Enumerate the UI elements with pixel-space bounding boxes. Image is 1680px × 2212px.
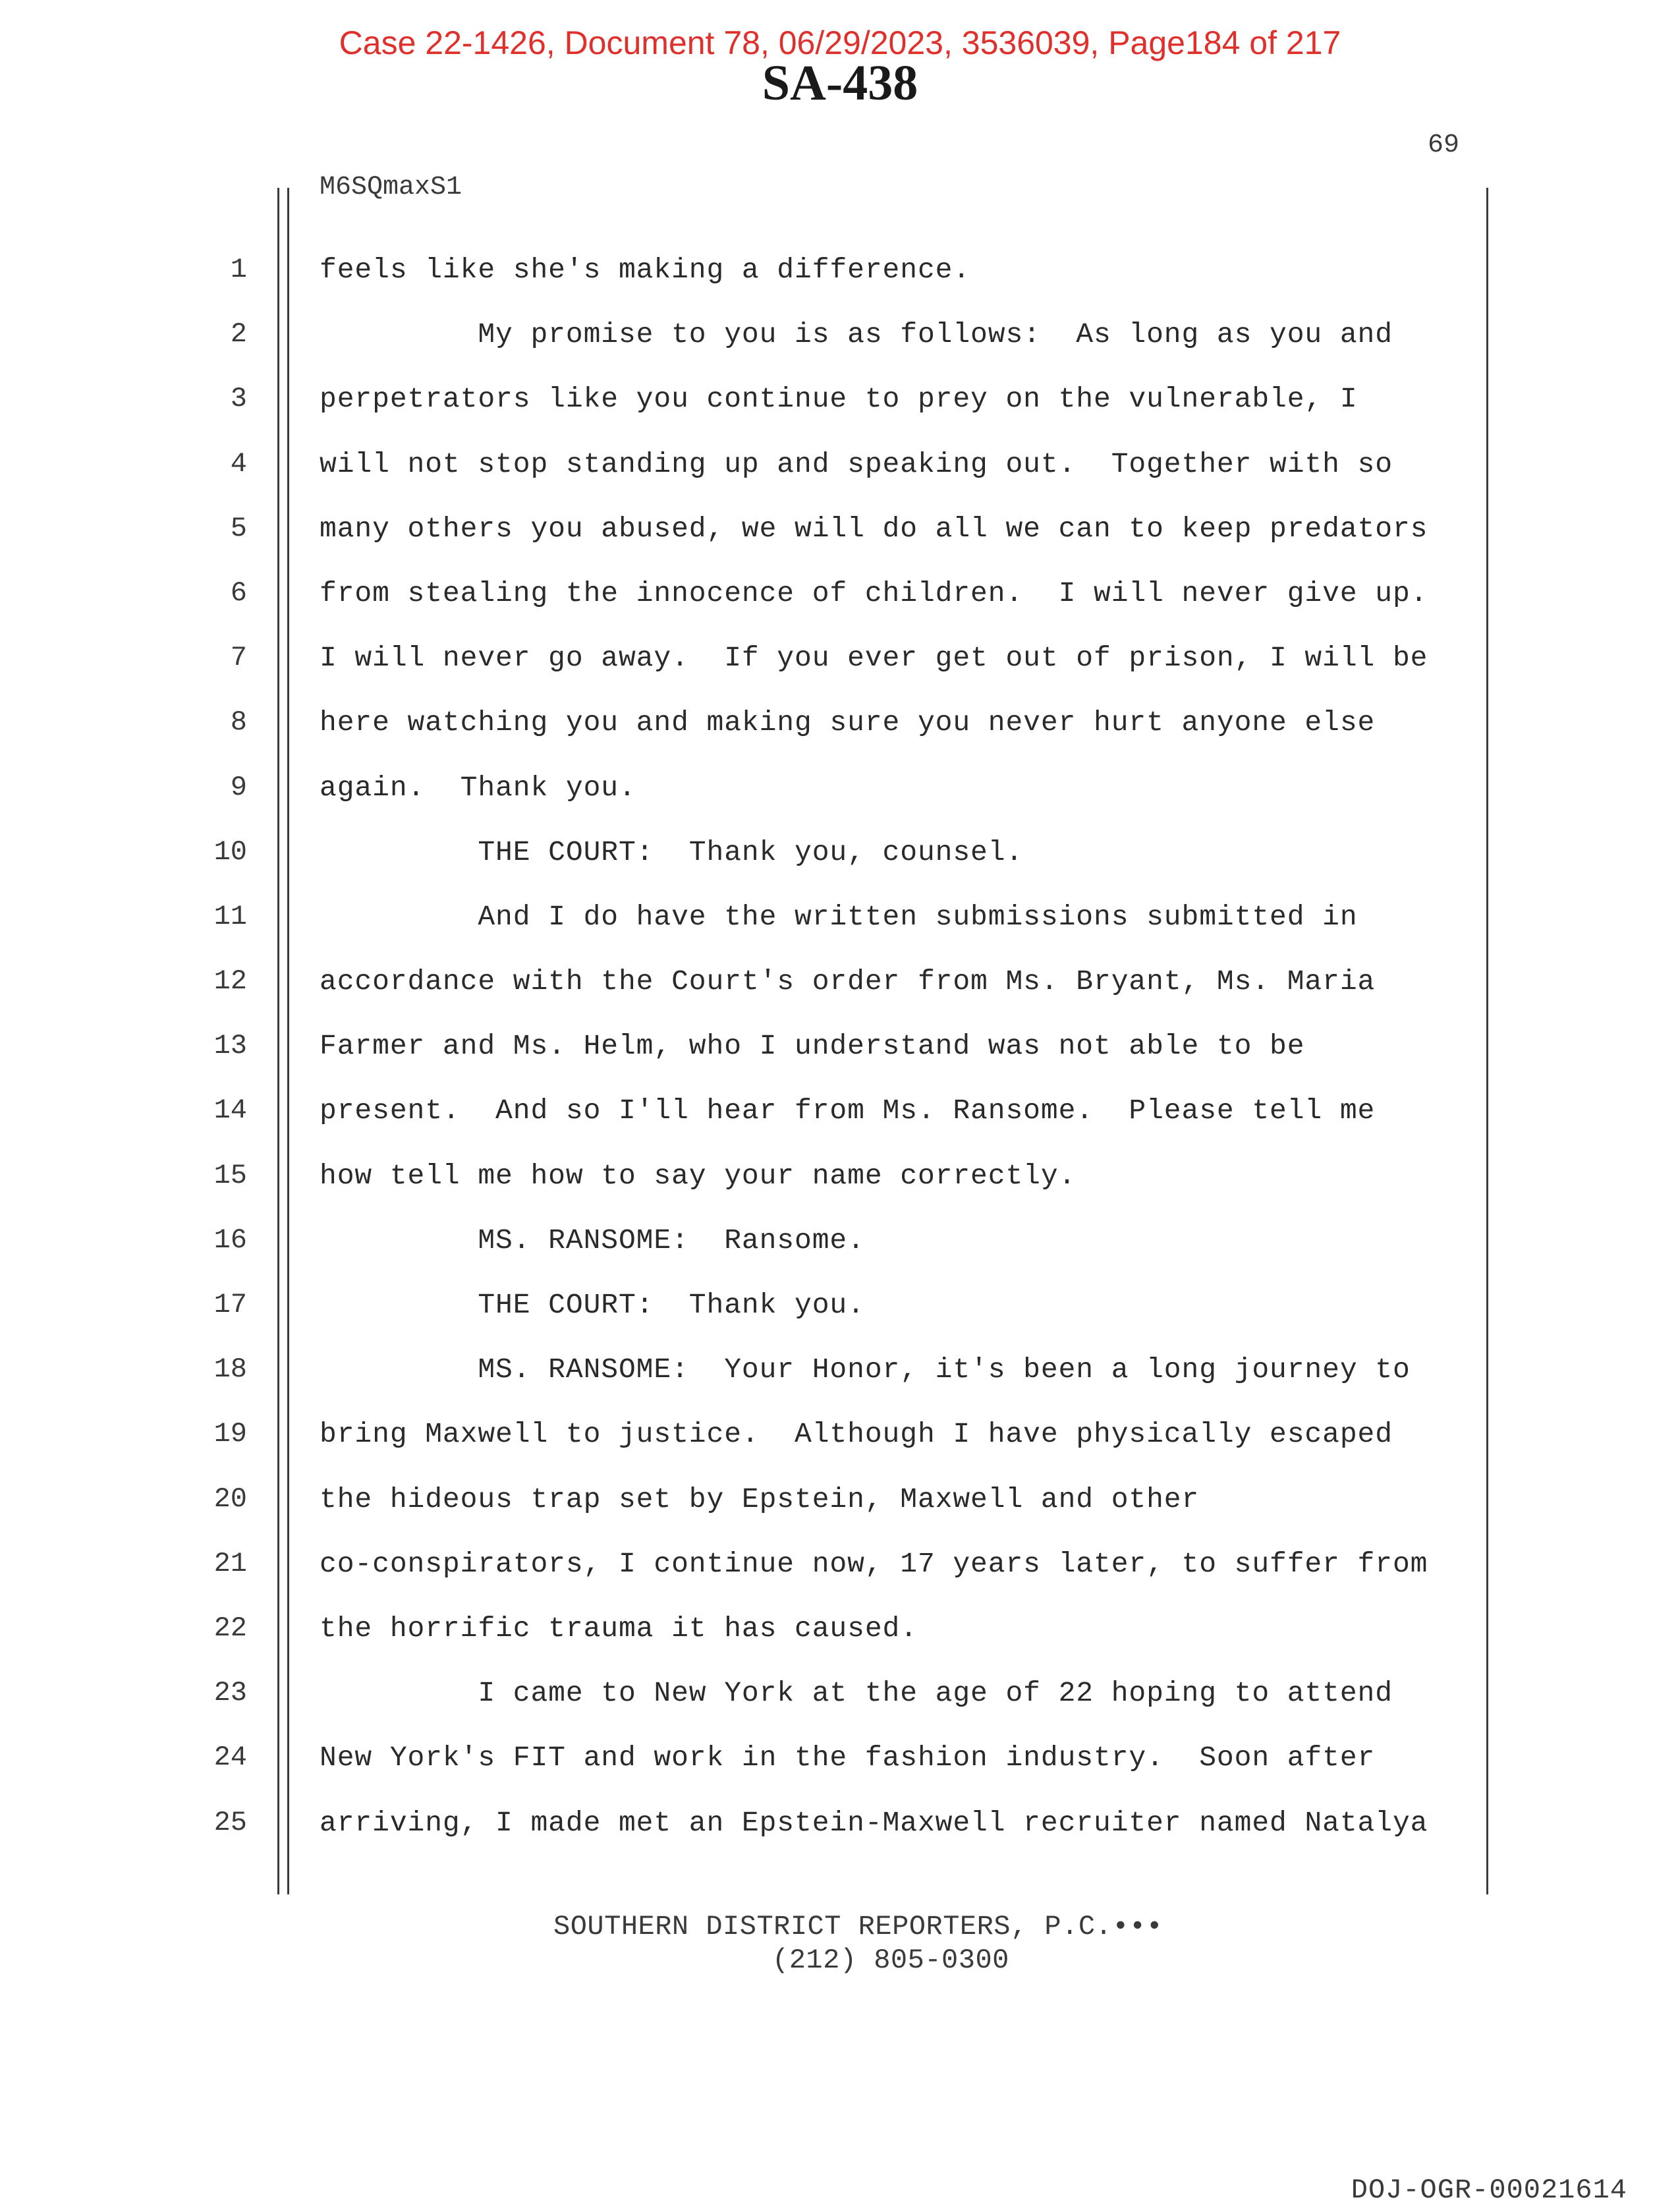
transcript-line [0, 1289, 1680, 1353]
line-number: 24 [213, 1742, 247, 1774]
line-number: 22 [213, 1612, 247, 1644]
sa-number: SA-438 [762, 55, 918, 111]
line-number: 3 [230, 383, 247, 415]
line-text: the horrific trauma it has caused. [320, 1612, 918, 1645]
line-text: the hideous trap set by Epstein, Maxwell and other [320, 1483, 1200, 1516]
transcript-line [0, 383, 1680, 447]
transcript-line [0, 1094, 1680, 1159]
transcript-line [0, 1807, 1680, 1871]
transcript-line [0, 1677, 1680, 1742]
transcript-line [0, 1483, 1680, 1548]
line-text: THE COURT: Thank you, counsel. [320, 836, 1024, 868]
line-text: I will never go away. If you ever get out of prison, I will be [320, 642, 1428, 675]
line-number: 13 [213, 1030, 247, 1062]
transcript-line [0, 642, 1680, 706]
transcript-line [0, 318, 1680, 383]
line-text: THE COURT: Thank you. [320, 1289, 865, 1321]
line-text: again. Thank you. [320, 771, 636, 804]
line-text: from stealing the innocence of children. I will never give up. [320, 577, 1428, 610]
line-text: many others you abused, we will do all we can to keep predators [320, 512, 1428, 545]
transcript-line [0, 836, 1680, 901]
transcript-line [0, 448, 1680, 513]
line-number: 14 [213, 1094, 247, 1127]
transcript-line [0, 577, 1680, 642]
line-number: 9 [230, 771, 247, 803]
line-text: My promise to you is as follows: As long as you and [320, 318, 1393, 351]
transcript-line [0, 1160, 1680, 1224]
line-text: arriving, I made met an Epstein-Maxwell recruiter named Natalya [320, 1806, 1428, 1839]
line-number: 18 [213, 1353, 247, 1386]
line-number: 20 [213, 1483, 247, 1515]
transcript-line [0, 1612, 1680, 1677]
transcript-line [0, 1742, 1680, 1806]
line-text: New York's FIT and work in the fashion industry. Soon after [320, 1742, 1376, 1774]
line-text: will not stop standing up and speaking out. Together with so [320, 447, 1393, 480]
transcript-line [0, 772, 1680, 836]
transcript-line [0, 1030, 1680, 1094]
line-text: perpetrators like you continue to prey on the vulnerable, I [320, 383, 1358, 416]
line-number: 6 [230, 577, 247, 609]
transcript-line [0, 901, 1680, 965]
line-number: 10 [213, 836, 247, 868]
line-number: 25 [213, 1806, 247, 1838]
line-text: present. And so I'll hear from Ms. Ransome. Please tell me [320, 1094, 1376, 1127]
line-number: 21 [213, 1547, 247, 1579]
line-text: here watching you and making sure you never hurt anyone else [320, 706, 1376, 739]
line-text: bring Maxwell to justice. Although I have physically escaped [320, 1418, 1393, 1451]
line-number: 4 [230, 447, 247, 480]
transcript-line [0, 965, 1680, 1030]
line-number: 17 [213, 1289, 247, 1320]
bates-number: DOJ-OGR-00021614 [1351, 2174, 1627, 2206]
transcript-line [0, 254, 1680, 318]
line-number: 16 [213, 1224, 247, 1256]
line-number: 15 [213, 1159, 247, 1191]
page-number: 69 [1427, 130, 1459, 160]
line-number: 23 [213, 1677, 247, 1709]
line-text: MS. RANSOME: Your Honor, it's been a long journey to [320, 1353, 1411, 1386]
line-number: 11 [213, 900, 247, 932]
transcript-body [0, 254, 1680, 1871]
line-text: And I do have the written submissions submitted in [320, 900, 1358, 933]
line-text: how tell me how to say your name correctly. [320, 1159, 1077, 1192]
line-number: 12 [213, 965, 247, 998]
line-text: feels like she's making a difference. [320, 254, 971, 286]
line-text: I came to New York at the age of 22 hoping to attend [320, 1677, 1393, 1710]
line-text: MS. RANSOME: Ransome. [320, 1224, 865, 1257]
transcript-line [0, 1548, 1680, 1612]
transcript-line [0, 1224, 1680, 1289]
transcript-line [0, 1418, 1680, 1483]
line-number: 2 [230, 318, 247, 351]
line-number: 5 [230, 512, 247, 544]
doc-code: M6SQmaxS1 [320, 173, 462, 202]
transcript-line [0, 1353, 1680, 1418]
line-text: Farmer and Ms. Helm, who I understand was not able to be [320, 1030, 1305, 1063]
case-stamp: Case 22-1426, Document 78, 06/29/2023, 3536039, Page184 of 217 [339, 24, 1341, 61]
transcript-line [0, 706, 1680, 771]
footer-reporter: SOUTHERN DISTRICT REPORTERS, P.C.••• [553, 1911, 1163, 1943]
line-number: 7 [230, 642, 247, 674]
line-number: 1 [230, 254, 247, 285]
line-number: 19 [213, 1418, 247, 1450]
line-number: 8 [230, 706, 247, 739]
line-text: accordance with the Court's order from Ms. Bryant, Ms. Maria [320, 965, 1376, 998]
footer-phone: (212) 805-0300 [772, 1944, 1009, 1976]
transcript-line [0, 513, 1680, 577]
line-text: co-conspirators, I continue now, 17 years later, to suffer from [320, 1547, 1428, 1580]
